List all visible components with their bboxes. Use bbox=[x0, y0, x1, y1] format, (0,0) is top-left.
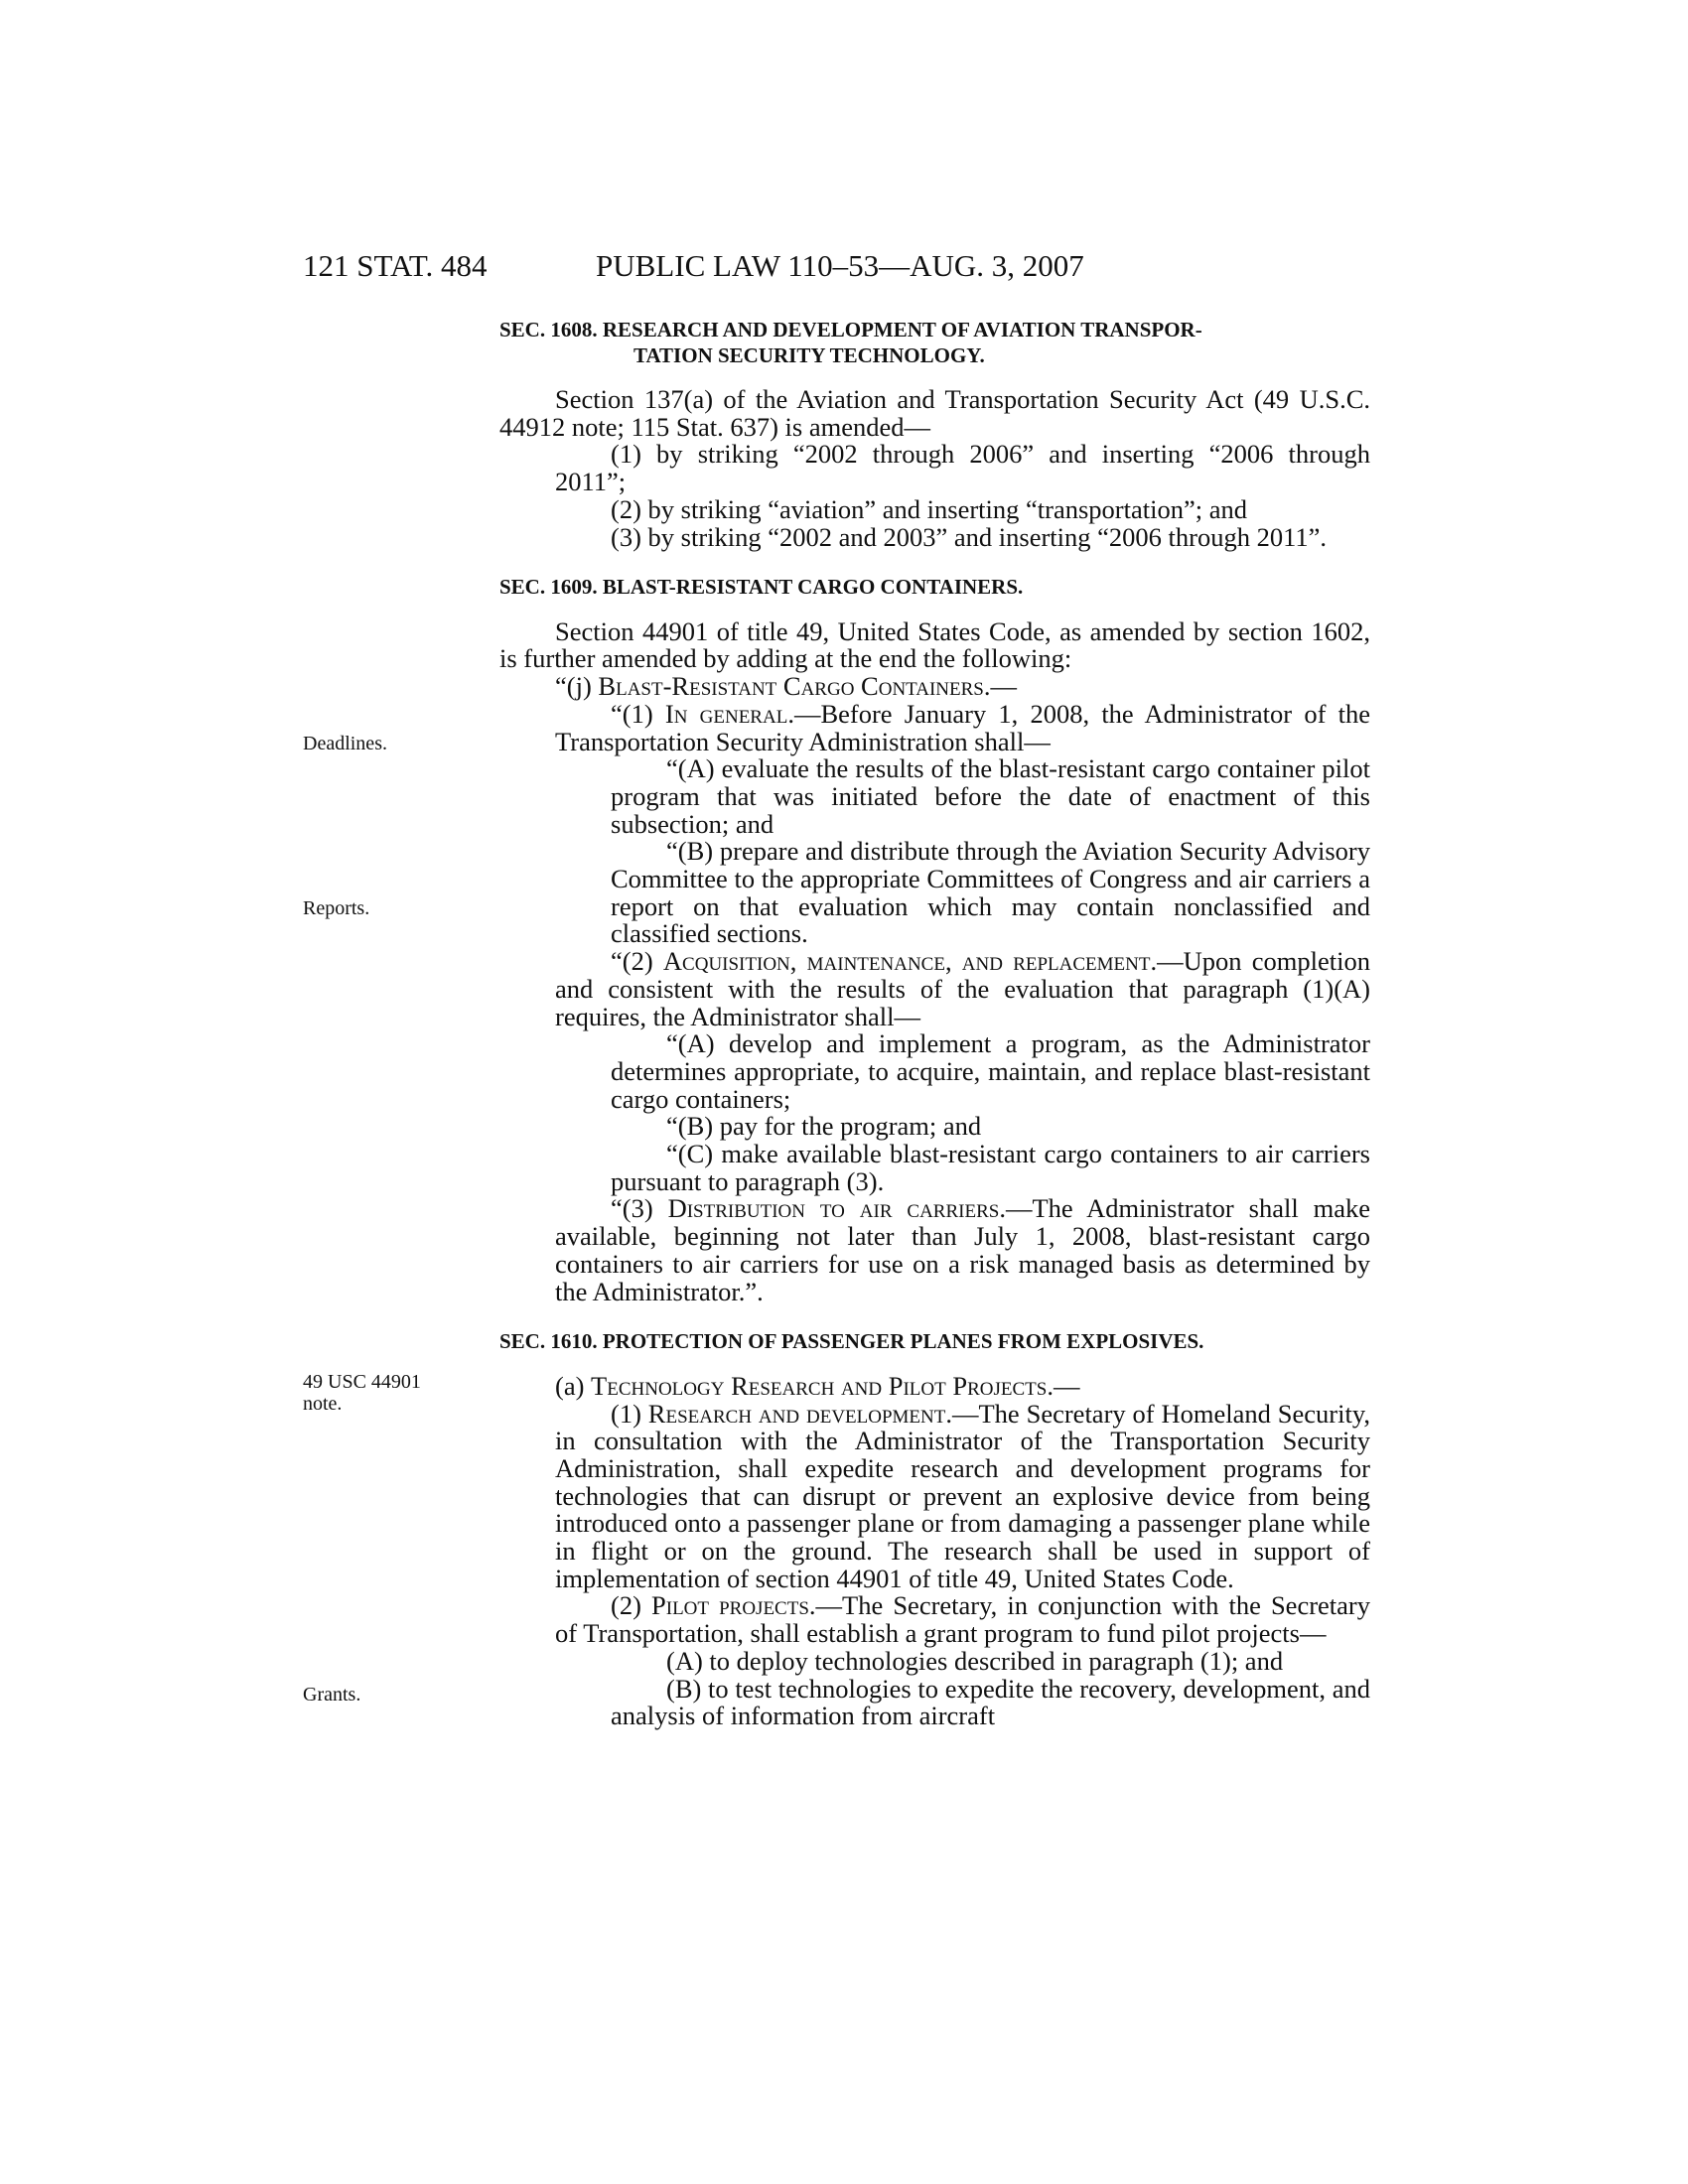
sec1609-para-3: “(3) Distribution to air carriers.—The Administrator shall make available, beginning not later than July 1, 2008, blast-resistant cargo containers to air carriers for use on a risk managed basis as determined by the Administrator.”. bbox=[555, 1193, 1370, 1306]
margin-note-usc-line2: note. bbox=[303, 1393, 343, 1415]
sec1609-intro: Section 44901 of title 49, United States Code, as amended by section 1602, is further amended by adding at the end the following: bbox=[499, 615, 1370, 674]
margin-note-reports: Reports. bbox=[303, 897, 370, 919]
para-1-title: Research and development bbox=[647, 1398, 946, 1429]
sec1608-heading bbox=[499, 318, 1370, 368]
sec1608-intro: Section 137(a) of the Aviation and Transportation Security Act (49 U.S.C. 44912 note; 115 Stat. 637) is amended— bbox=[499, 384, 1370, 442]
para-2-title: Acquisition, maintenance, and replacement bbox=[662, 946, 1151, 977]
para-3-title: Distribution to air carriers bbox=[667, 1193, 1000, 1224]
sec1609-para-1: “(1) In general.—Before January 1, 2008, the Administrator of the Transportation Security Administration shall— bbox=[555, 698, 1371, 756]
sec1610-para-2B: (B) to test technologies to expedite the recovery, development, and analysis of information from aircraft bbox=[611, 1673, 1370, 1731]
sec1608-heading-line1: SEC. 1608. RESEARCH AND DEVELOPMENT OF AVIATION TRANSPOR- bbox=[499, 318, 1202, 341]
subsec-a-title: Technology Research and Pilot Projects bbox=[591, 1370, 1048, 1401]
margin-note-deadlines: Deadlines. bbox=[303, 733, 387, 754]
body-text bbox=[499, 318, 1370, 1730]
sec1609-para-2: “(2) Acquisition, maintenance, and replacement.—Upon completion and consistent with the results of the evaluation that paragraph (1)(A) requires, the Administrator shall— bbox=[555, 946, 1370, 1031]
sec1609-para-2B: “(B) pay for the program; and bbox=[666, 1111, 982, 1142]
margin-note-usc-line1: 49 USC 44901 bbox=[303, 1371, 421, 1393]
statute-page-number: 121 STAT. 484 bbox=[303, 248, 488, 283]
subsec-j-title: Blast-Resistant Cargo Containers bbox=[598, 671, 984, 702]
law-title-date: PUBLIC LAW 110–53—AUG. 3, 2007 bbox=[596, 248, 1084, 283]
sec1608-para-1: (1) by striking “2002 through 2006” and inserting “2006 through 2011”; bbox=[555, 439, 1370, 497]
sec1609-para-2C: “(C) make available blast-resistant cargo containers to air carriers pursuant to paragraph (3). bbox=[611, 1139, 1370, 1196]
margin-note-grants: Grants. bbox=[303, 1684, 361, 1706]
para-2-title: Pilot projects bbox=[651, 1590, 809, 1621]
sec1609-heading: SEC. 1609. BLAST-RESISTANT CARGO CONTAINERS. bbox=[499, 575, 1024, 600]
sec1608-para-3: (3) by striking “2002 and 2003” and inserting “2006 through 2011”. bbox=[611, 521, 1328, 552]
para-1-title: In general bbox=[664, 698, 788, 729]
sec1610-para-2A: (A) to deploy technologies described in paragraph (1); and bbox=[666, 1645, 1284, 1676]
page-header bbox=[303, 246, 1196, 286]
sec1609-para-2A: “(A) develop and implement a program, as the Administrator determines appropriate, to acquire, maintain, and replace blast-resistant cargo containers; bbox=[611, 1028, 1370, 1114]
sec1610-para-2: (2) Pilot projects.—The Secretary, in conjunction with the Secretary of Transportation, shall establish a grant program to fund pilot projects— bbox=[555, 1590, 1370, 1649]
sec1610-heading: SEC. 1610. PROTECTION OF PASSENGER PLANES FROM EXPLOSIVES. bbox=[499, 1329, 1204, 1354]
sec1610-para-1: (1) Research and development.—The Secretary of Homeland Security, in consultation with the Administrator of the Transportation Security Administration, shall expedite research and development programs for technologies that can disrupt or prevent an explosive device from being introduced onto a passenger plane or from damaging a passenger plane while in flight or on the ground. The research shall be used in support of implementation of section 44901 of title 49, United States Code. bbox=[555, 1398, 1370, 1593]
sec1609-para-1A: “(A) evaluate the results of the blast-resistant cargo container pilot program that was initiated before the date of enactment of this subsection; and bbox=[611, 753, 1370, 839]
sec1608-heading-line2: TATION SECURITY TECHNOLOGY. bbox=[633, 342, 985, 367]
sec1608-para-2: (2) by striking “aviation” and inserting “transportation”; and bbox=[611, 493, 1247, 524]
sec1609-para-1B: “(B) prepare and distribute through the Aviation Security Advisory Committee to the appropriate Committees of Congress and air carriers a report on that evaluation which may contain nonclassified and classified sections. bbox=[611, 836, 1370, 949]
sec1609-subsec-j: “(j) Blast-Resistant Cargo Containers.— bbox=[555, 671, 1017, 702]
sec1610-subsec-a: (a) Technology Research and Pilot Projects.— bbox=[555, 1370, 1080, 1401]
margin-note-usc bbox=[303, 1371, 462, 1415]
